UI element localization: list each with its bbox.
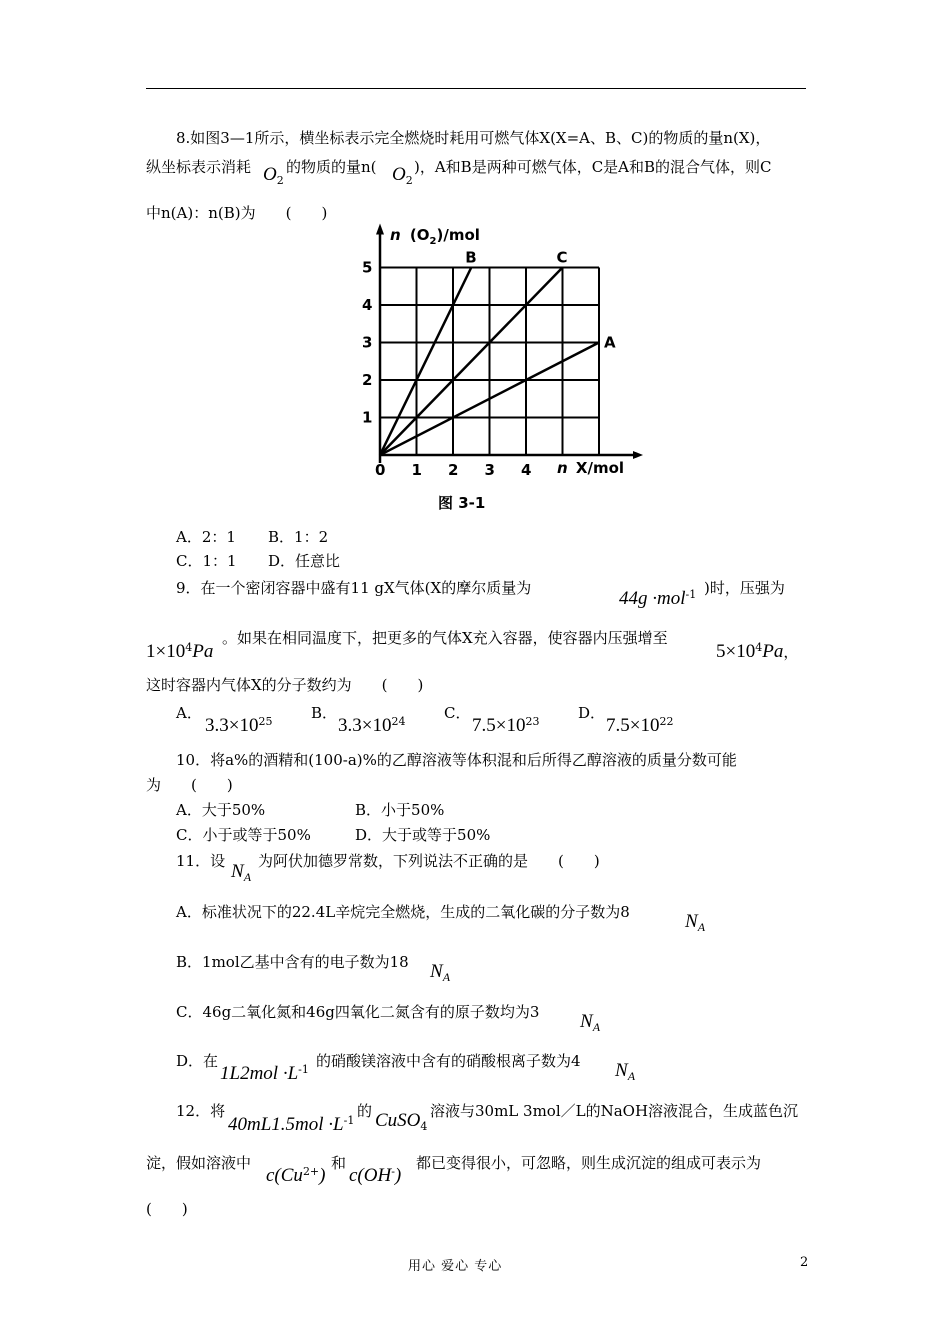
y-tick-label: 4 — [362, 296, 373, 314]
q8-line2-c: )，A和B是两种可燃气体，C是A和B的混合气体，则C — [414, 158, 772, 176]
q8-line2-a: 纵坐标表示消耗 — [146, 158, 252, 176]
q11-stem-a: 11．设 — [176, 852, 226, 870]
x-axis-arrow — [633, 451, 643, 459]
q8-opt-b: B．1：2 — [268, 528, 329, 546]
q11-na: $N_A$ — [231, 861, 252, 884]
x-tick-label: 4 — [521, 461, 532, 479]
q9-line1-a: 9．在一个密闭容器中盛有11 gX气体(X的摩尔质量为 — [176, 579, 532, 597]
q9-opt-c-value: $7.5\times 10^{23}$ — [472, 715, 540, 736]
y-axis-arrow — [376, 224, 384, 235]
x-tick-label: 1 — [411, 461, 422, 479]
x-tick-label: 0 — [375, 461, 386, 479]
y-tick-label: 1 — [362, 408, 373, 427]
q8-line3: 中n(A)：n(B)为 ( ) — [146, 204, 328, 222]
q8-opt-a: A．2：1 — [176, 528, 236, 546]
q9-opt-a-label: A． — [176, 704, 202, 722]
series-label-A: A — [604, 333, 616, 352]
q9-line2: 。如果在相同温度下，把更多的气体X充入容器，使容器内压强增至 — [222, 629, 668, 647]
q10-line2: 为 ( ) — [146, 776, 233, 794]
q8-opt-d: D．任意比 — [268, 552, 341, 570]
q10-opt-c: C．小于或等于50% — [176, 826, 311, 844]
q12-line1-a: 12．将 — [176, 1102, 226, 1120]
x-axis-label: n X/mol — [557, 459, 625, 477]
x-tick-label: 3 — [484, 461, 495, 479]
series-line-B — [380, 268, 471, 456]
q8-o2-2: $O_2$ — [392, 164, 413, 187]
page-number: 2 — [800, 1255, 809, 1270]
series-label-B: B — [465, 248, 477, 267]
q8-o2-1: $O_2$ — [263, 164, 284, 187]
figure-3-1-chart — [330, 220, 650, 520]
q12-line3: ( ) — [146, 1200, 188, 1218]
q11-opt-c: C．46g二氧化氮和46g四氧化二氮含有的原子数均为3 — [176, 1003, 540, 1021]
q11-opt-a: A．标准状况下的22.4L辛烷完全燃烧，生成的二氧化碳的分子数为8 — [176, 903, 630, 921]
q12-cuso4: CuSO$_4$ — [375, 1110, 428, 1133]
y-axis-label: n $(O_2)$/mol — [390, 226, 480, 247]
header-rule — [146, 88, 806, 89]
q8-line2-b: 的物质的量n( — [286, 158, 377, 176]
q9-molar-mass: 44g ·mol$^{-1}$ — [619, 588, 697, 609]
q10-opt-d: D．大于或等于50% — [355, 826, 491, 844]
q12-c-cu: $c(Cu^{2+})$ — [266, 1165, 326, 1186]
q9-opt-c-label: C． — [444, 704, 471, 722]
footer-slogan: 用心 爱心 专心 — [408, 1259, 503, 1274]
q10-opt-b: B．小于50% — [355, 801, 445, 819]
q11-opt-b-na: $N_A$ — [430, 961, 451, 984]
q10-line1: 10．将a%的酒精和(100-a)%的乙醇溶液等体积混和后所得乙醇溶液的质量分数可能 — [176, 751, 737, 769]
q11-opt-c-na: $N_A$ — [580, 1011, 601, 1034]
q11-opt-b: B．1mol乙基中含有的电子数为18 — [176, 953, 409, 971]
chart-grid — [380, 268, 599, 456]
chart-caption: 图 3-1 — [438, 494, 486, 512]
q12-line2-a: 淀，假如溶液中 — [146, 1154, 252, 1172]
y-tick-label: 2 — [362, 371, 373, 389]
q9-opt-d-label: D． — [578, 704, 606, 722]
q11-opt-d-na: $N_A$ — [615, 1060, 636, 1083]
q8-line1: 8.如图3—1所示，横坐标表示完全燃烧时耗用可燃气体X(X=A、B、C)的物质的量n(X)， — [176, 129, 771, 147]
y-tick-label: 5 — [362, 258, 373, 277]
q11-opt-d-b: 的硝酸镁溶液中含有的硝酸根离子数为4 — [316, 1052, 581, 1070]
q9-opt-b-label: B． — [311, 704, 338, 722]
q12-volume: $40mL1.5mol \cdot L^{-1}$ — [228, 1114, 355, 1135]
q10-opt-a: A．大于50% — [176, 801, 266, 819]
q12-he: 和 — [331, 1154, 347, 1172]
q9-opt-d-value: $7.5\times 10^{22}$ — [606, 715, 674, 736]
y-tick-label: 3 — [362, 333, 373, 352]
series-label-C: C — [556, 248, 568, 267]
q11-opt-d-a: D．在 — [176, 1052, 219, 1070]
q9-line1-b: )时，压强为 — [704, 579, 785, 597]
q11-opt-a-na: $N_A$ — [685, 911, 706, 934]
q11-stem-b: 为阿伏加德罗常数，下列说法不正确的是 ( ) — [258, 852, 600, 870]
q9-pressure-1: $1\times 10^4Pa$ — [146, 641, 214, 662]
q11-opt-d-conc: $1L2mol \cdot L^{-1}$ — [220, 1063, 309, 1084]
q9-line3: 这时容器内气体X的分子数约为 ( ) — [146, 676, 424, 694]
q9-pressure-2: $5\times 10^4Pa$， — [716, 641, 799, 662]
q9-opt-a-value: $3.3\times 10^{25}$ — [205, 715, 273, 736]
chart-series — [380, 249, 616, 456]
q8-opt-c: C．1：1 — [176, 552, 237, 570]
series-line-C — [380, 268, 563, 456]
q12-c-oh: c(OH-) — [349, 1165, 402, 1186]
x-tick-label: 2 — [448, 461, 459, 479]
q12-de: 的 — [357, 1102, 373, 1120]
q12-line2-b: 都已变得很小，可忽略，则生成沉淀的组成可表示为 — [416, 1154, 762, 1172]
q12-line1-b: 溶液与30mL 3mol／L的NaOH溶液混合，生成蓝色沉 — [430, 1102, 799, 1120]
q9-opt-b-value: $3.3\times 10^{24}$ — [338, 715, 406, 736]
